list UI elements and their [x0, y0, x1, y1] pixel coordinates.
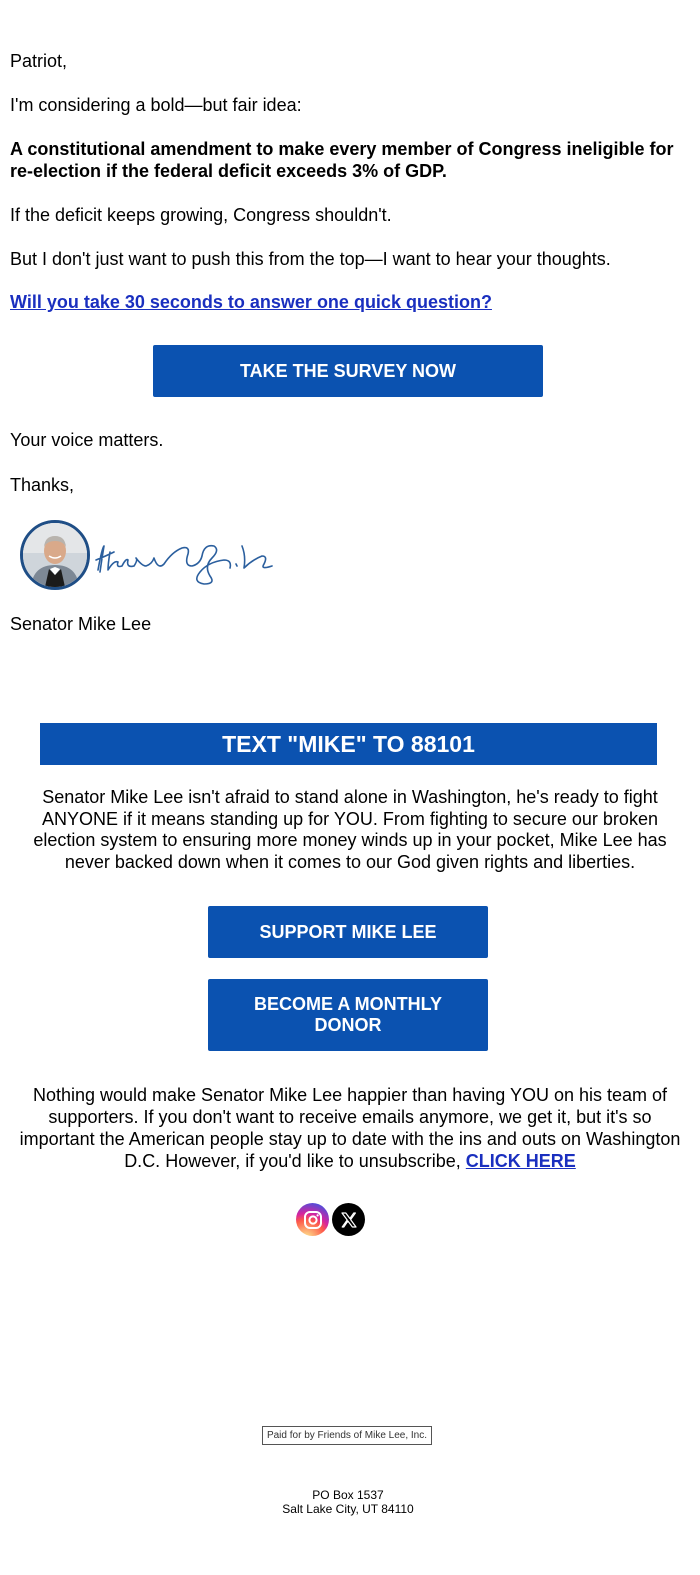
intro-text: I'm considering a bold—but fair idea: [10, 95, 302, 115]
about-line-1: Senator Mike Lee isn't afraid to stand alone in Washington, he's ready to fight [42, 787, 658, 807]
greeting: Patriot, [10, 51, 68, 71]
unsub-line-2: supporters. If you don't want to receive emails anymore, we get it, but it's so [48, 1107, 652, 1127]
avatar [20, 520, 90, 590]
unsubscribe-link[interactable]: CLICK HERE [465, 1151, 576, 1171]
deficit-text: If the deficit keeps growing, Congress shouldn't. [10, 205, 392, 225]
about-line-2: ANYONE if it means standing up for YOU. From fighting to secure our broken [42, 809, 658, 829]
monthly-donor-line-1: BECOME A MONTHLY [253, 994, 442, 1014]
monthly-donor-button[interactable] [208, 979, 488, 1051]
text-mike-banner: TEXT "MIKE" TO 88101 [40, 723, 657, 765]
unsub-line-4-paragraph [10, 1151, 690, 1173]
unsub-line-3: important the American people stay up to date with the ins and outs on Washington [19, 1129, 681, 1149]
paid-for-disclaimer: Paid for by Friends of Mike Lee, Inc. [262, 1426, 432, 1445]
amendment-line-1: A constitutional amendment to make every member of Congress ineligible for [10, 139, 674, 159]
address-line-2: Salt Lake City, UT 84110 [282, 1502, 414, 1516]
instagram-icon[interactable] [296, 1203, 329, 1236]
voice-text: Your voice matters. [10, 430, 164, 450]
survey-question-paragraph [10, 292, 492, 313]
signer-name: Senator Mike Lee [10, 614, 152, 634]
take-survey-button[interactable]: TAKE THE SURVEY NOW [153, 345, 543, 397]
handwritten-signature [92, 526, 282, 586]
support-mike-lee-button[interactable]: SUPPORT MIKE LEE [208, 906, 488, 958]
portrait-icon [23, 523, 87, 587]
about-line-3: election system to ensuring more money winds up in your pocket, Mike Lee has [33, 830, 667, 850]
unsub-line-1: Nothing would make Senator Mike Lee happier than having YOU on his team of [32, 1085, 668, 1105]
signature-block [20, 520, 290, 590]
about-line-4: never backed down when it comes to our God given rights and liberties. [64, 852, 636, 872]
amendment-line-2: re-election if the federal deficit exceeds 3% of GDP. [10, 161, 447, 181]
address-line-1: PO Box 1537 [312, 1488, 384, 1502]
thoughts-text: But I don't just want to push this from the top—I want to hear your thoughts. [10, 249, 611, 269]
unsub-line-4: D.C. However, if you'd like to unsubscribe, [124, 1151, 461, 1171]
x-icon[interactable] [332, 1203, 365, 1236]
thanks-text: Thanks, [10, 475, 75, 495]
monthly-donor-line-2: DONOR [314, 1015, 382, 1035]
survey-question-link[interactable]: Will you take 30 seconds to answer one quick question? [10, 292, 492, 312]
